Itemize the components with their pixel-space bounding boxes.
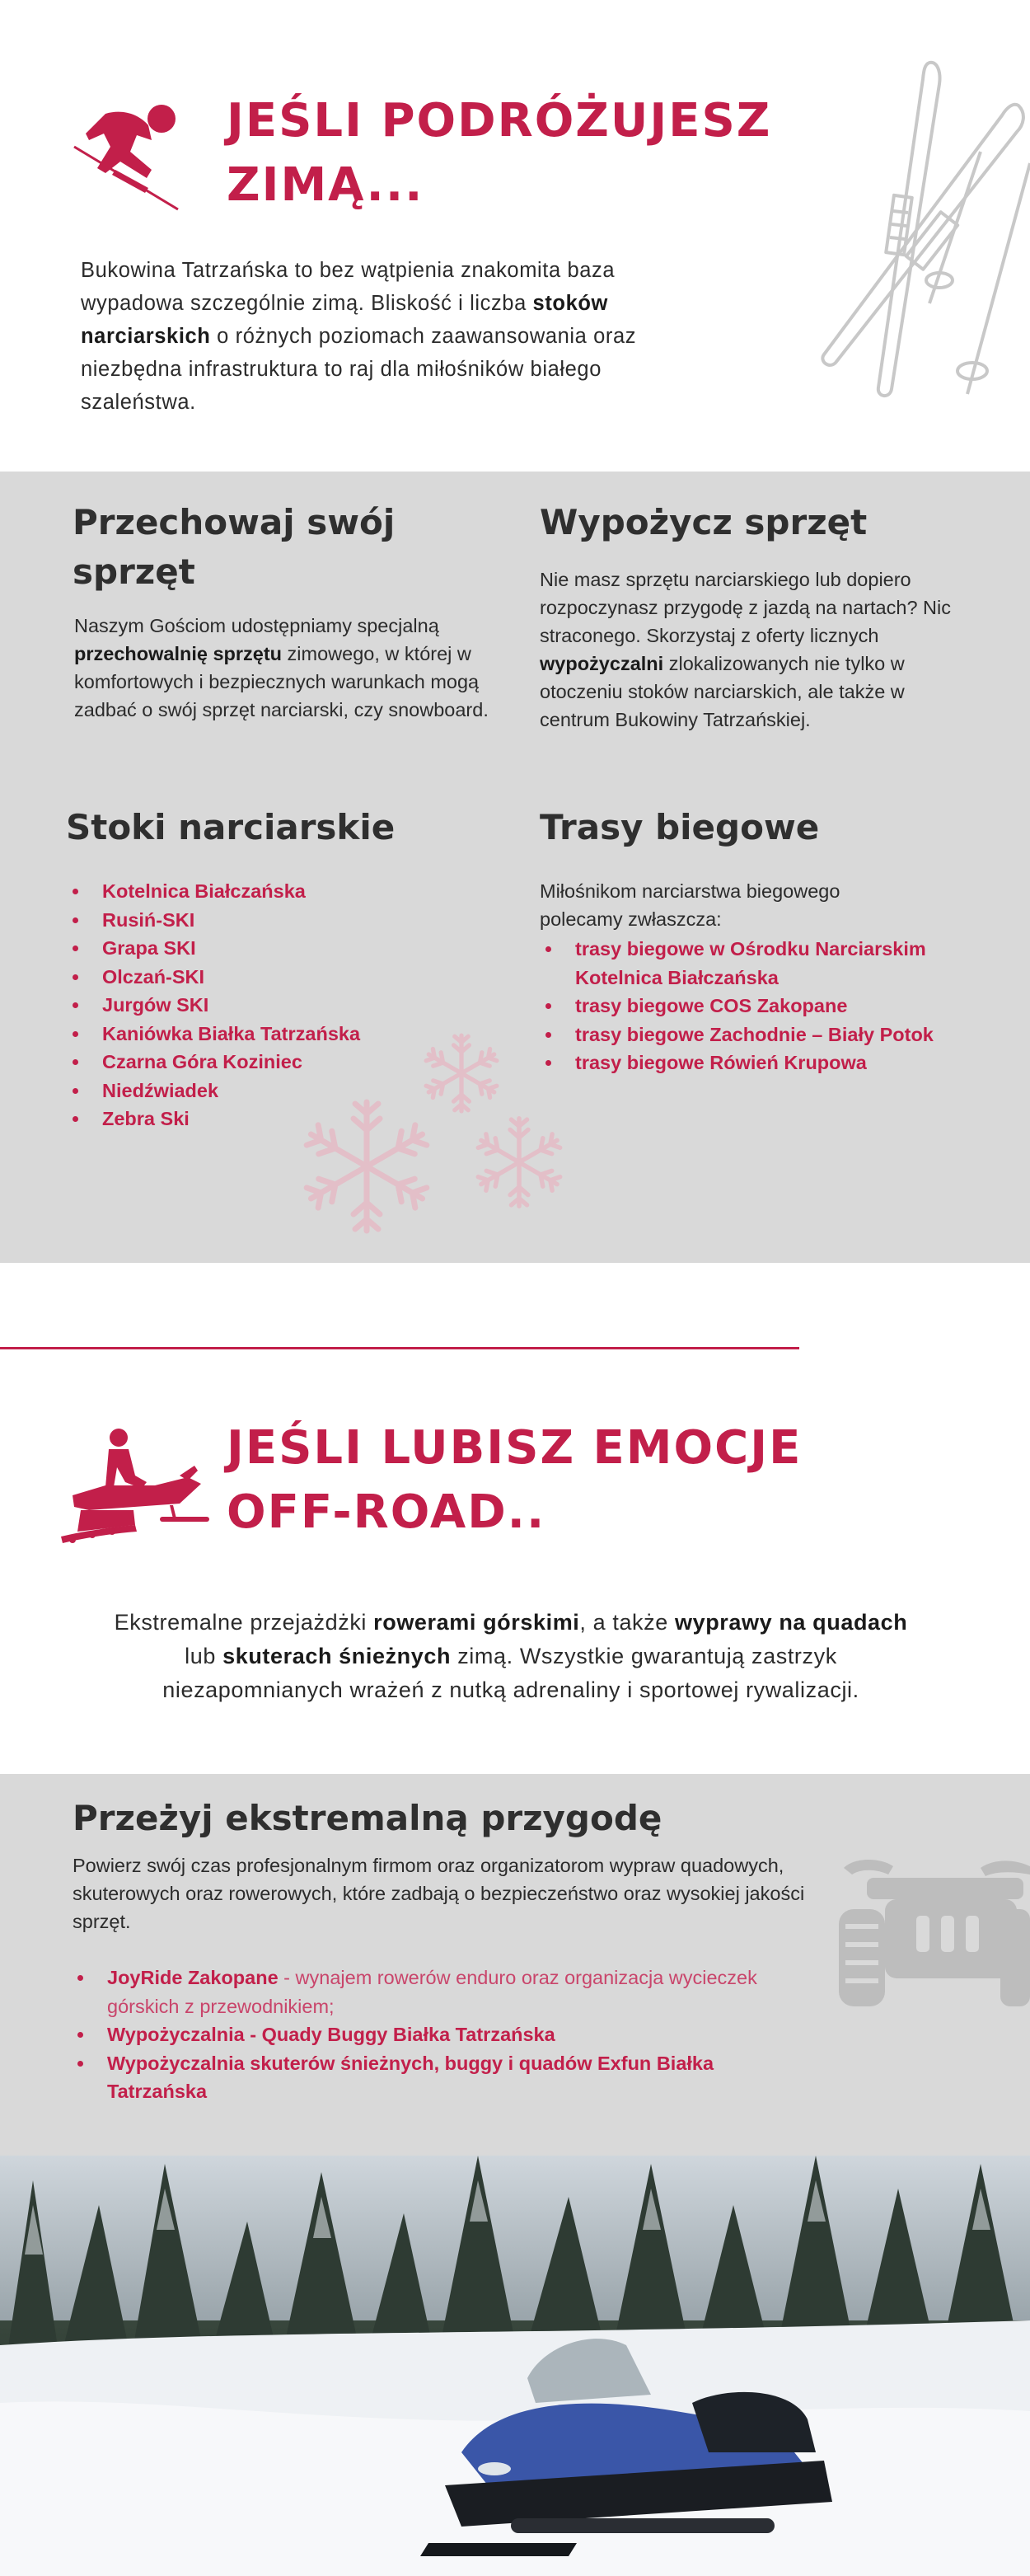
- slope-item[interactable]: Kotelnica Białczańska: [69, 877, 498, 906]
- offroad-intro-part1: Ekstremalne przejażdżki: [114, 1610, 374, 1635]
- adventure-title: Przeżyj ekstremalną przygodę: [73, 1798, 662, 1838]
- trails-list: [542, 935, 954, 1077]
- winter-intro: [81, 254, 719, 419]
- slope-item[interactable]: Jurgów SKI: [69, 991, 498, 1020]
- section-divider: [0, 1347, 799, 1349]
- snowflake-icon: [420, 1032, 503, 1114]
- adventure-band: [0, 1774, 1030, 2156]
- adventure-item-name[interactable]: Wypożyczalnia - Quady Buggy Białka Tatrzańska: [107, 2024, 555, 2045]
- snowflake-icon: [471, 1114, 567, 1210]
- offroad-intro-bold3: skuterach śnieżnych: [222, 1644, 452, 1668]
- offroad-title-line2: OFF-ROAD..: [227, 1485, 546, 1539]
- quad-icon: [839, 1850, 1030, 2015]
- rental-text-bold: wypożyczalni: [540, 653, 664, 674]
- snowmobile-forest-photo: [0, 2156, 1030, 2576]
- snowmobile-icon: [56, 1428, 221, 1548]
- slope-item[interactable]: Grapa SKI: [69, 934, 498, 963]
- skis-poles-icon: [791, 56, 1030, 419]
- trail-item[interactable]: trasy biegowe COS Zakopane: [542, 992, 954, 1021]
- adventure-list: [74, 1964, 816, 2106]
- slope-item[interactable]: Zebra Ski: [69, 1105, 498, 1133]
- photo-illustration: [0, 2156, 1030, 2576]
- slope-item[interactable]: Czarna Góra Koziniec: [69, 1048, 498, 1077]
- slope-item[interactable]: Kaniówka Białka Tatrzańska: [69, 1020, 498, 1049]
- snowflake-icon: [297, 1096, 437, 1236]
- trail-item[interactable]: trasy biegowe w Ośrodku Narciarskim Kotelnica Białczańska: [542, 935, 954, 992]
- storage-text-part1: Naszym Gościom udostępniamy specjalną: [74, 615, 439, 636]
- slope-item[interactable]: Niedźwiadek: [69, 1077, 498, 1105]
- trail-item[interactable]: trasy biegowe Zachodnie – Biały Potok: [542, 1021, 954, 1049]
- adventure-item-name[interactable]: JoyRide Zakopane: [107, 1967, 279, 1988]
- storage-text-bold: przechowalnię sprzętu: [74, 643, 283, 664]
- winter-title-line1: JEŚLI PODRÓŻUJESZ: [227, 94, 772, 148]
- winter-intro-part1: Bukowina Tatrzańska to bez wątpienia znakomita baza wypadowa szczególnie zimą. Bliskość i liczba: [81, 259, 616, 315]
- offroad-intro-part4: zimą. Wszystkie gwarantują zastrzyk niezapomnianych wrażeń z nutką adrenaliny i sportowej rywalizacji.: [162, 1644, 859, 1702]
- offroad-intro-bold2: wyprawy na quadach: [674, 1610, 908, 1635]
- rental-text: [540, 565, 960, 734]
- slope-item[interactable]: Rusiń-SKI: [69, 906, 498, 935]
- trails-title: Trasy biegowe: [540, 807, 820, 847]
- winter-intro-bold: stoków narciarskich: [81, 292, 608, 348]
- winter-title-line2: ZIMĄ...: [227, 158, 424, 212]
- storage-title: Przechowaj swój sprzęt: [73, 502, 396, 592]
- offroad-title-line1: JEŚLI LUBISZ EMOCJE: [227, 1421, 803, 1475]
- storage-text: [74, 612, 494, 724]
- rental-title: Wypożycz sprzęt: [540, 502, 868, 542]
- adventure-item[interactable]: [74, 1964, 816, 2020]
- skier-icon: [73, 97, 183, 213]
- winter-title: [227, 89, 853, 218]
- slopes-title: Stoki narciarskie: [66, 807, 396, 847]
- offroad-intro-part3: lub: [185, 1644, 223, 1668]
- offroad-intro-bold1: rowerami górskimi: [373, 1610, 580, 1635]
- ski-info-band: [0, 472, 1030, 1263]
- slope-item[interactable]: Olczań-SKI: [69, 963, 498, 992]
- trail-item[interactable]: trasy biegowe Rówień Krupowa: [542, 1049, 954, 1077]
- offroad-intro: [99, 1606, 923, 1707]
- adventure-item[interactable]: [74, 2020, 816, 2049]
- offroad-intro-part2: , a także: [579, 1610, 675, 1635]
- storage-text-part2: zimowego, w której w komfortowych i bezpiecznych warunkach mogą zadbać o swój sprzęt narciarski, czy snowboard.: [74, 643, 489, 720]
- adventure-item-name[interactable]: Wypożyczalnia skuterów śnieżnych, buggy i quadów Exfun Białka Tatrzańska: [107, 2052, 714, 2102]
- trails-intro: Miłośnikom narciarstwa biegowego polecamy zwłaszcza:: [540, 880, 840, 930]
- winter-intro-part2: o różnych poziomach zaawansowania oraz niezbędna infrastruktura to raj dla miłośników białego szaleństwa.: [81, 325, 637, 414]
- rental-text-part1: Nie masz sprzętu narciarskiego lub dopiero rozpoczynasz przygodę z jazdą na nartach? Nic straconego. Skorzystaj z oferty licznych: [540, 569, 951, 646]
- offroad-title: [227, 1416, 902, 1545]
- rental-text-part2: zlokalizowanych nie tylko w otoczeniu stoków narciarskich, ale także w centrum Bukowiny Tatrzańskiej.: [540, 653, 905, 730]
- adventure-text: Powierz swój czas profesjonalnym firmom oraz organizatorom wypraw quadowych, skuterowych oraz rowerowych, które zadbają o bezpieczeństwo oraz wysokiej jakości sprzęt.: [73, 1855, 805, 1932]
- adventure-item-desc: - wynajem rowerów enduro oraz organizacja wycieczek górskich z przewodnikiem;: [107, 1967, 757, 2017]
- adventure-item[interactable]: [74, 2049, 816, 2106]
